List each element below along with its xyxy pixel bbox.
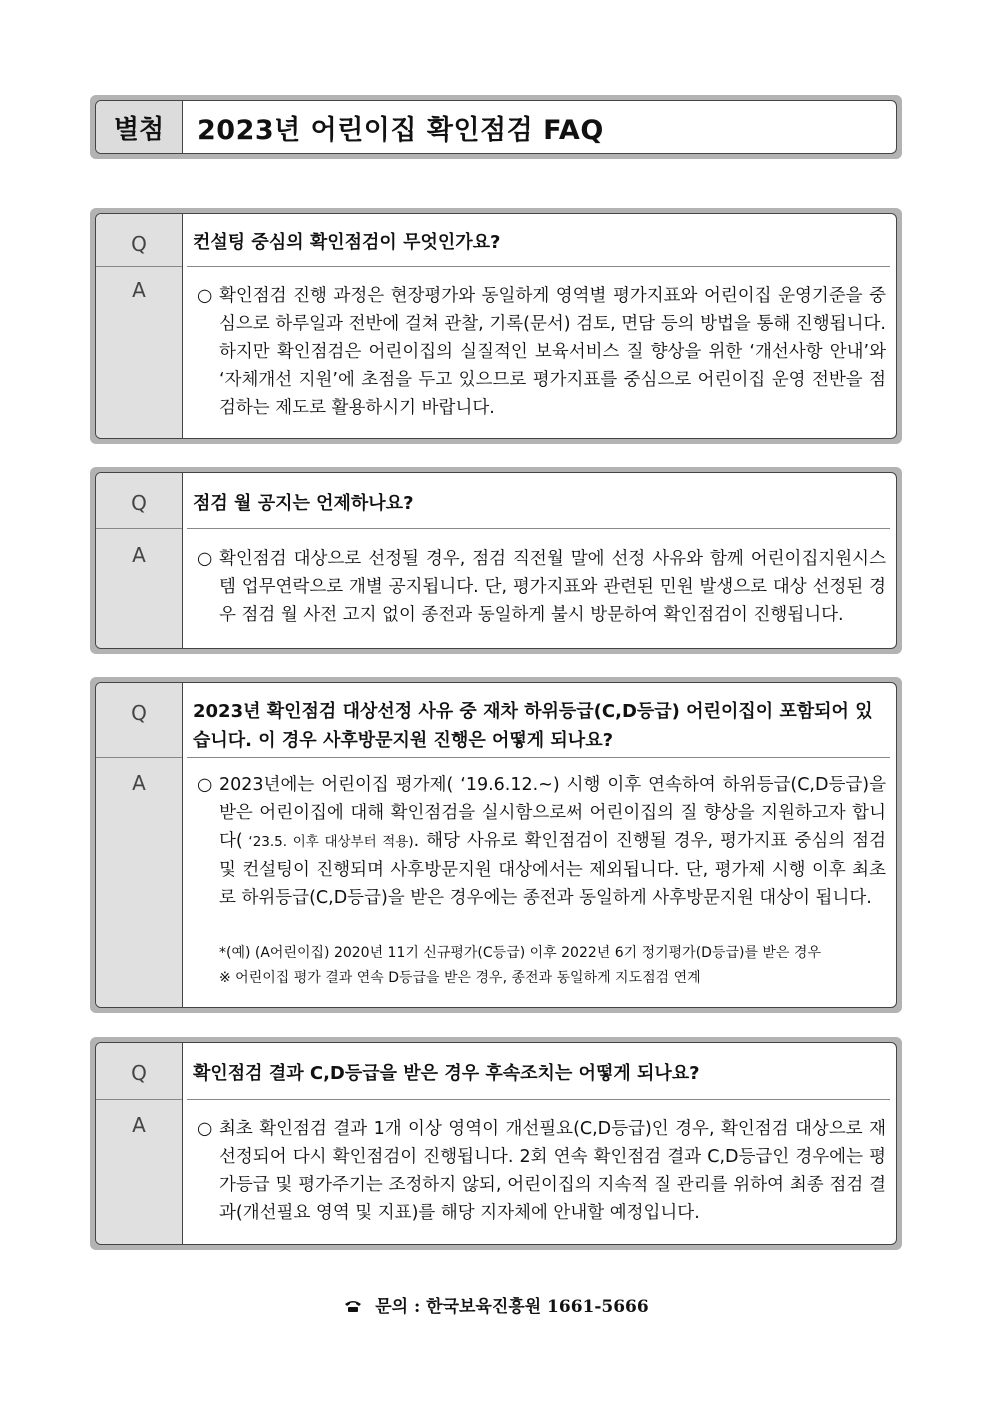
question-divider xyxy=(187,1099,890,1100)
answer-label: A xyxy=(132,278,146,302)
question-text: 2023년 확인점검 대상선정 사유 중 재차 하위등급(C,D등급) 어린이집이 포함되어 있습니다. 이 경우 사후방문지원 진행은 어떻게 되나요? xyxy=(193,701,873,751)
telephone-icon xyxy=(343,1298,363,1318)
bullet-icon: ○ xyxy=(197,775,213,795)
answer-body: 최초 확인점검 결과 1개 이상 영역이 개선필요(C,D등급)인 경우, 확인점검 대상으로 재선정되어 다시 확인점검이 진행됩니다. 2회 연속 확인점검 결과 C,D등급인 경우에는 평가등급 및 평가주기는 조정하지 않되, 어린이집의 지속적 질 관리를 위하여 최종 점검 결과(개선필요 영역 및 지표)를 해당 지자체에 안내할 예정입니다. xyxy=(219,1119,886,1223)
answer-label: A xyxy=(132,1113,146,1137)
faq-item-4 xyxy=(90,1037,902,1250)
bullet-icon: ○ xyxy=(197,549,213,569)
question-text: 점검 월 공지는 언제하나요? xyxy=(193,493,414,514)
question-divider xyxy=(187,528,890,529)
bullet-icon: ○ xyxy=(197,1119,213,1139)
label-divider xyxy=(96,266,182,267)
qa-content xyxy=(183,473,896,648)
qa-content xyxy=(183,1043,896,1244)
faq-item-2 xyxy=(90,467,902,654)
question-text: 컨설팅 중심의 확인점검이 무엇인가요? xyxy=(193,232,501,253)
answer-text xyxy=(197,545,886,629)
answer-body-part1: 2023년에는 어린이집 평가제( ‘19.6.12.~) 시행 이후 연속하여 하위등급(C,D등급)을 받은 어린이집에 대해 확인점검을 실시함으로써 어린이집의 질 향상을 지원하고자 합니다( xyxy=(219,775,886,851)
qa-content xyxy=(183,214,896,438)
answer-small-note: ‘23.5. 이후 대상부터 적용) xyxy=(242,834,414,850)
question-divider xyxy=(187,757,890,758)
contact-footer xyxy=(0,1292,992,1318)
label-divider xyxy=(96,757,182,758)
question-label: Q xyxy=(131,491,147,515)
attachment-tag: 별첨 xyxy=(96,101,183,153)
question-label: Q xyxy=(131,232,147,256)
answer-text xyxy=(197,771,886,912)
example-note: *(예) (A어린이집) 2020년 11기 신규평가(C등급) 이후 2022년 6기 정기평가(D등급)를 받은 경우 xyxy=(219,945,821,961)
title-inner xyxy=(95,100,897,154)
answer-body: 확인점검 대상으로 선정될 경우, 점검 직전월 말에 선정 사유와 함께 어린이집지원시스템 업무연락으로 개별 공지됩니다. 단, 평가지표와 관련된 민원 발생으로 대상 선정된 경우 점검 월 사전 고지 없이 종전과 동일하게 불시 방문하여 확인점검이 진행됩니다. xyxy=(219,549,886,625)
faq-item-3 xyxy=(90,677,902,1013)
contact-text: 문의 : 한국보육진흥원 1661-5666 xyxy=(375,1297,649,1317)
label-divider xyxy=(96,1099,182,1100)
faq-card xyxy=(95,472,897,649)
qa-label-column xyxy=(96,214,183,438)
faq-card xyxy=(95,1042,897,1245)
qa-content xyxy=(183,683,896,1007)
faq-item-1 xyxy=(90,208,902,444)
qa-label-column xyxy=(96,683,183,1007)
faq-card xyxy=(95,682,897,1008)
bullet-icon: ○ xyxy=(197,286,213,306)
answer-label: A xyxy=(132,543,146,567)
label-divider xyxy=(96,528,182,529)
answer-text xyxy=(197,1115,886,1227)
answer-body: 확인점검 진행 과정은 현장평가와 동일하게 영역별 평가지표와 어린이집 운영기준을 중심으로 하루일과 전반에 걸쳐 관찰, 기록(문서) 검토, 면담 등의 방법을 통해 진행됩니다. 하지만 확인점검은 어린이집의 실질적인 보육서비스 질 향상을 위한 ‘개선사항 안내’와 ‘자체개선 지원’에 초점을 두고 있으므로 평가지표를 중심으로 어린이집 운영 전반을 점검하는 제도로 활용하시기 바랍니다. xyxy=(219,286,886,418)
qa-label-column xyxy=(96,1043,183,1244)
question-text: 확인점검 결과 C,D등급을 받은 경우 후속조치는 어떻게 되나요? xyxy=(193,1063,700,1084)
faq-card xyxy=(95,213,897,439)
qa-label-column xyxy=(96,473,183,648)
question-divider xyxy=(187,266,890,267)
answer-label: A xyxy=(132,771,146,795)
answer-body-part2: . 해당 사유로 확인점검이 진행될 경우, 평가지표 중심의 점검 및 컨설팅이 진행되며 사후방문지원 대상에서는 제외됩니다. 단, 평가제 시행 이후 최초로 하위등급(C,D등급)을 받은 경우에는 종전과 동일하게 사후방문지원 대상이 됩니다. xyxy=(219,831,886,908)
title-box xyxy=(90,95,902,159)
answer-text xyxy=(197,282,886,422)
question-label: Q xyxy=(131,701,147,725)
page-title: 2023년 어린이집 확인점검 FAQ xyxy=(197,114,604,146)
question-label: Q xyxy=(131,1061,147,1085)
reference-note: ※ 어린이집 평가 결과 연속 D등급을 받은 경우, 종전과 동일하게 지도점검 연계 xyxy=(219,970,701,986)
